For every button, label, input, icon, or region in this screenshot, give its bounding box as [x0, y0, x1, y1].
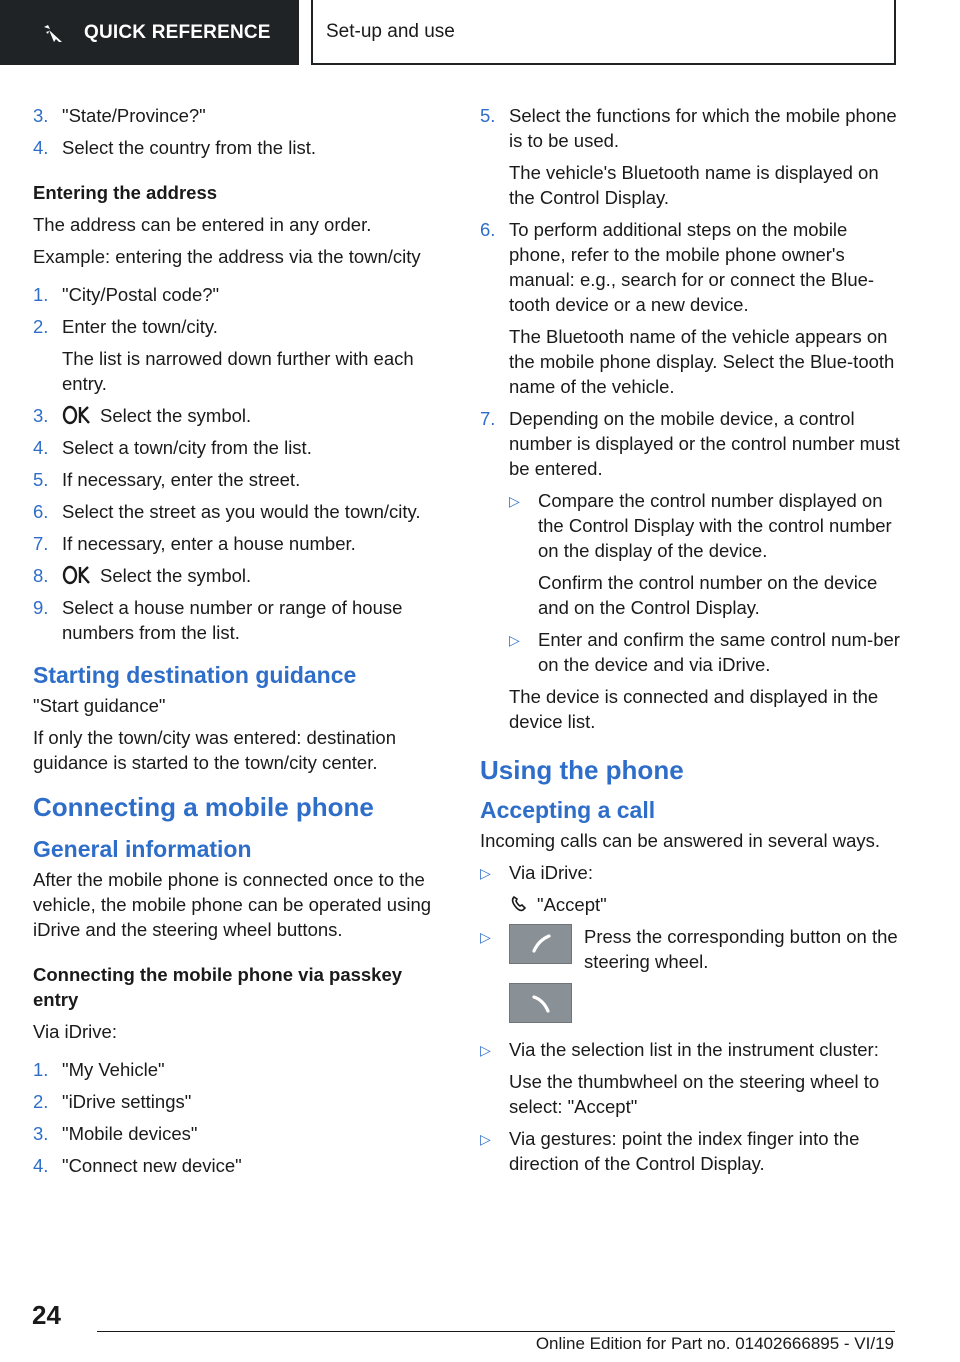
bullet-item — [480, 1126, 900, 1176]
bullet-item — [509, 627, 900, 677]
general-info-paragraph: After the mobile phone is connected once to the vehicle, the mobile phone can be operated using iDrive and the steering wheel buttons. — [33, 869, 432, 940]
list-item — [33, 595, 445, 645]
list-subtext: The list is narrowed down further with each entry. — [62, 348, 414, 394]
list-text: To perform additional steps on the mobile phone, refer to the mobile phone owner's manual: e.g., search for or connect the Blue‐tooth device or a new device. — [509, 219, 875, 315]
connecting-phone-heading: Connecting a mobile phone — [33, 792, 374, 822]
list-text: "My Vehicle" — [62, 1059, 165, 1080]
list-number: 8. — [33, 565, 49, 586]
address-example: Example: entering the address via the town/city — [33, 246, 421, 267]
list-text: Select the street as you would the town/city. — [62, 501, 421, 522]
phone-handset-icon — [528, 990, 554, 1016]
list-number: 2. — [33, 316, 49, 337]
list-text: If necessary, enter a house number. — [62, 533, 356, 554]
list-number: 5. — [33, 469, 49, 490]
list-subtext: The vehicle's Bluetooth name is displayed on the Control Display. — [509, 162, 879, 208]
list-item — [33, 135, 445, 160]
list-text: Enter the town/city. — [62, 316, 218, 337]
list-subtext: The device is connected and displayed in the device list. — [509, 686, 879, 732]
start-guidance-command: "Start guidance" — [33, 695, 166, 716]
triangle-bullet-icon: ▷ — [480, 865, 491, 881]
list-text: "Connect new device" — [62, 1155, 242, 1176]
list-item — [33, 314, 445, 396]
page-number: 24 — [32, 1300, 61, 1330]
triangle-bullet-icon: ▷ — [480, 1042, 491, 1058]
list-text: Depending on the mobile device, a control number is displayed or the control number must be entered. — [509, 408, 900, 479]
list-item — [33, 282, 445, 307]
list-number: 4. — [33, 137, 49, 158]
triangle-bullet-icon: ▷ — [480, 1131, 491, 1147]
bullet-item — [480, 924, 900, 1023]
accepting-call-paragraph: Incoming calls can be answered in several ways. — [480, 830, 880, 851]
list-number: 2. — [33, 1091, 49, 1112]
triangle-bullet-icon: ▷ — [480, 929, 491, 945]
list-text: Select the symbol. — [100, 565, 252, 586]
left-column — [33, 103, 445, 1185]
list-number: 6. — [480, 219, 496, 240]
list-item — [480, 217, 900, 399]
bullet-subtext: "Accept" — [537, 894, 607, 915]
list-number: 3. — [33, 105, 49, 126]
list-text: Select the country from the list. — [62, 137, 316, 158]
list-text: Select a town/city from the list. — [62, 437, 312, 458]
footer-edition: Online Edition for Part no. 01402666895 - VI/19 — [535, 1334, 894, 1353]
bullet-item — [480, 860, 900, 917]
list-number: 5. — [480, 105, 496, 126]
list-number: 1. — [33, 284, 49, 305]
using-phone-heading: Using the phone — [480, 755, 684, 785]
list-number: 6. — [33, 501, 49, 522]
list-item — [480, 103, 900, 210]
steering-wheel-phone-button-image — [509, 924, 572, 964]
phone-icon — [509, 895, 531, 913]
list-item — [33, 435, 445, 460]
list-number: 3. — [33, 1123, 49, 1144]
list-text: If necessary, enter the street. — [62, 469, 301, 490]
section-label: Set-up and use — [326, 20, 455, 42]
bullet-text: Via the selection list in the instrument cluster: — [509, 1039, 879, 1060]
triangle-bullet-icon: ▷ — [509, 632, 520, 648]
list-subtext: The Bluetooth name of the vehicle appears on the mobile phone display. Select the Blue‐tooth name of the vehicle. — [509, 326, 895, 397]
list-item — [33, 499, 445, 524]
list-number: 3. — [33, 405, 49, 426]
list-item — [33, 1153, 445, 1178]
accepting-call-heading: Accepting a call — [480, 797, 656, 823]
list-text: "State/Province?" — [62, 105, 206, 126]
bullet-text: Press the corresponding button on the steering wheel. — [584, 926, 898, 972]
passkey-paragraph: Via iDrive: — [33, 1021, 117, 1042]
list-number: 4. — [33, 437, 49, 458]
list-number: 9. — [33, 597, 49, 618]
list-item — [33, 1057, 445, 1082]
bullet-item — [509, 488, 900, 620]
list-item — [33, 467, 445, 492]
start-guidance-paragraph: If only the town/city was entered: destination guidance is started to the town/city center. — [33, 727, 397, 773]
starting-guidance-heading: Starting destination guidance — [33, 662, 357, 688]
section-tab[interactable] — [311, 0, 896, 65]
list-text: Select the symbol. — [100, 405, 252, 426]
list-item — [480, 406, 900, 734]
bullet-text: Via gestures: point the index finger into the direction of the Control Display. — [509, 1128, 860, 1174]
list-text: "City/Postal code?" — [62, 284, 220, 305]
bullet-text: Via iDrive: — [509, 862, 593, 883]
ok-symbol-icon — [62, 565, 92, 585]
list-item — [33, 1089, 445, 1114]
list-item — [33, 103, 445, 128]
list-item — [33, 1121, 445, 1146]
list-number: 4. — [33, 1155, 49, 1176]
quick-reference-tab[interactable] — [0, 0, 299, 65]
bullet-subtext: Confirm the control number on the device and on the Control Display. — [538, 572, 878, 618]
bullet-subtext: Use the thumbwheel on the steering wheel to select: "Accept" — [509, 1071, 880, 1117]
triangle-bullet-icon: ▷ — [509, 493, 520, 509]
ok-symbol-icon — [62, 405, 92, 425]
star-pointer-icon — [42, 22, 64, 44]
address-heading: Entering the address — [33, 182, 218, 203]
list-number: 1. — [33, 1059, 49, 1080]
phone-handset-icon — [528, 931, 554, 957]
list-number: 7. — [33, 533, 49, 554]
steering-wheel-call-button-image — [509, 983, 572, 1023]
list-text: Select the functions for which the mobile phone is to be used. — [509, 105, 897, 151]
passkey-heading: Connecting the mobile phone via passkey entry — [33, 964, 403, 1010]
bullet-item — [480, 1037, 900, 1119]
footer-divider — [97, 1331, 895, 1332]
quick-reference-label: QUICK REFERENCE — [84, 21, 271, 43]
list-text: Select a house number or range of house numbers from the list. — [62, 597, 403, 643]
bullet-text: Enter and confirm the same control num‐ber on the device and via iDrive. — [538, 629, 900, 675]
list-text: "iDrive settings" — [62, 1091, 192, 1112]
list-item — [33, 531, 445, 556]
list-item — [33, 403, 445, 428]
list-text: "Mobile devices" — [62, 1123, 198, 1144]
list-number: 7. — [480, 408, 496, 429]
right-column — [480, 103, 900, 1183]
list-item — [33, 563, 445, 588]
bullet-text: Compare the control number displayed on the Control Display with the control number on the display of the device. — [538, 490, 892, 561]
general-info-heading: General information — [33, 836, 252, 862]
address-paragraph: The address can be entered in any order. — [33, 214, 372, 235]
